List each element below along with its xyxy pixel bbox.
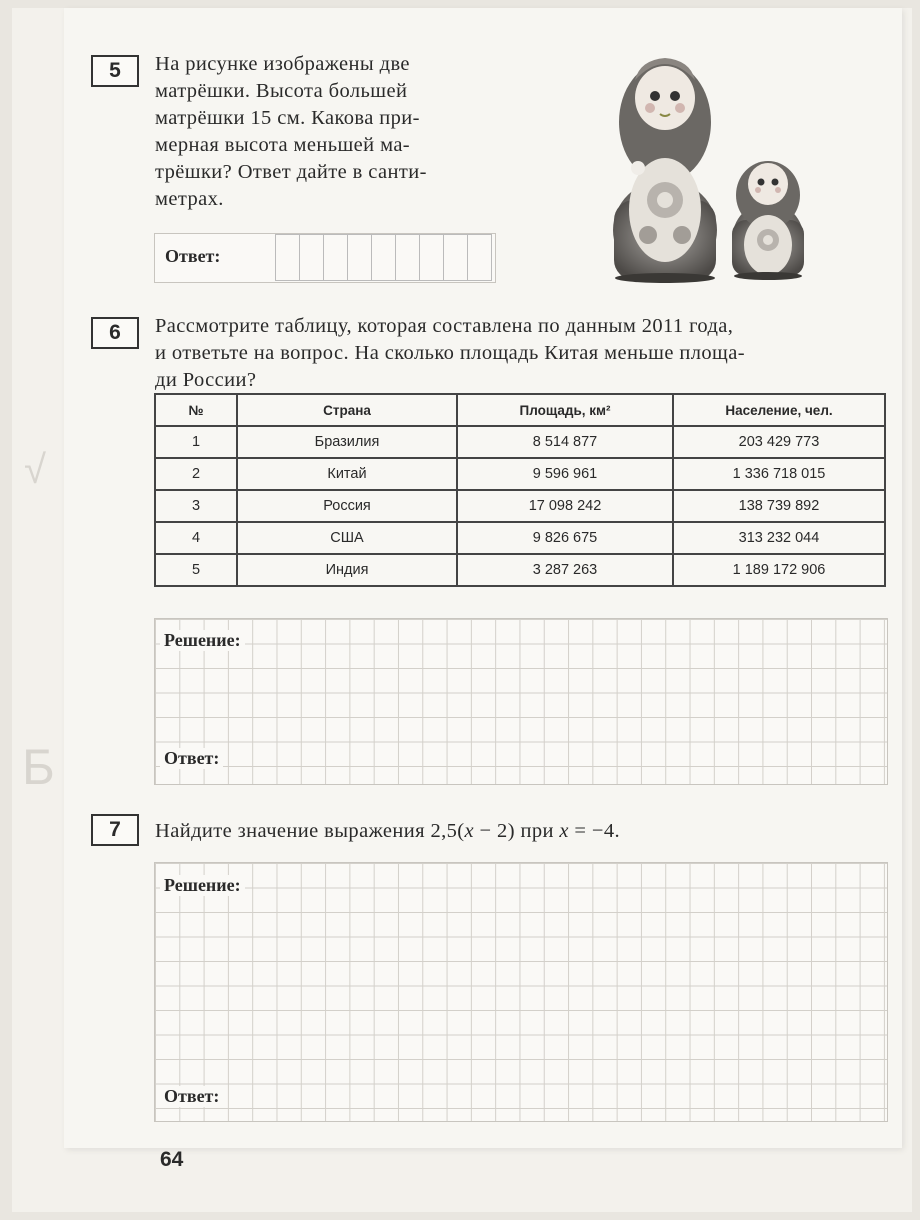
cell-country: Бразилия [237, 426, 457, 458]
cell-area: 3 287 263 [457, 554, 673, 586]
task-5-answer-area [154, 233, 496, 283]
cell-number: 3 [155, 490, 237, 522]
task-7-variable: x [464, 820, 475, 842]
task-5-line: метрах. [155, 188, 224, 210]
table-header-row [155, 394, 885, 426]
task-7-text-mid: − 2) при [474, 820, 560, 842]
task-7-text-prefix: Найдите значение выражения 2,5( [155, 820, 465, 842]
small-matryoshka [732, 161, 804, 280]
cell-area: 9 596 961 [457, 458, 673, 490]
task-5-line: матрёшки. Высота большей [155, 80, 408, 102]
col-header-country: Страна [237, 394, 457, 426]
cell-area: 17 098 242 [457, 490, 673, 522]
task-7-variable: x [559, 820, 569, 842]
cell-number: 4 [155, 522, 237, 554]
task-5-line: мерная высота меньшей ма- [155, 134, 411, 156]
table-row [155, 522, 885, 554]
task-7-answer-label: Ответ: [160, 1086, 223, 1107]
cell-number: 5 [155, 554, 237, 586]
cell-area: 8 514 877 [457, 426, 673, 458]
task-5-line: трёшки? Ответ дайте в санти- [155, 161, 427, 183]
cell-country: Индия [237, 554, 457, 586]
cell-number: 1 [155, 426, 237, 458]
cell-country: Россия [237, 490, 457, 522]
task-5-answer-label: Ответ: [161, 246, 224, 267]
col-header-number: № [155, 394, 237, 426]
task-6-solution-grid[interactable] [154, 618, 888, 785]
matryoshka-dolls-image [600, 50, 830, 285]
task-5-answer-cells[interactable] [275, 234, 492, 281]
task-6-solution-label: Решение: [160, 630, 245, 651]
col-header-area: Площадь, км² [457, 394, 673, 426]
cell-population: 313 232 044 [673, 522, 885, 554]
table-row [155, 490, 885, 522]
task-7-question [155, 818, 890, 845]
task-7-solution-grid[interactable] [154, 862, 888, 1122]
task-5-number: 5 [91, 55, 139, 87]
table-row [155, 426, 885, 458]
task-6-line: Рассмотрите таблицу, которая составлена по данным 2011 года, [155, 315, 734, 337]
table-row [155, 554, 885, 586]
task-6-number: 6 [91, 317, 139, 349]
col-header-population: Население, чел. [673, 394, 885, 426]
page-number: 64 [160, 1148, 184, 1171]
cell-country: США [237, 522, 457, 554]
cell-population: 203 429 773 [673, 426, 885, 458]
cell-population: 1 189 172 906 [673, 554, 885, 586]
task-7-solution-label: Решение: [160, 875, 245, 896]
task-7-number: 7 [91, 814, 139, 846]
task-6-question [155, 313, 890, 394]
task-5-line: матрёшки 15 см. Какова при- [155, 107, 420, 129]
watermark-decoration: √ [24, 448, 46, 492]
cell-population: 138 739 892 [673, 490, 885, 522]
task-5-line: На рисунке изображены две [155, 53, 410, 75]
table-row [155, 458, 885, 490]
cell-area: 9 826 675 [457, 522, 673, 554]
watermark-decoration: Б [22, 739, 55, 795]
task-6-answer-label: Ответ: [160, 748, 223, 769]
cell-population: 1 336 718 015 [673, 458, 885, 490]
large-matryoshka [613, 58, 717, 283]
task-6-line: и ответьте на вопрос. На сколько площадь Китая меньше площа- [155, 342, 745, 364]
cell-number: 2 [155, 458, 237, 490]
cell-country: Китай [237, 458, 457, 490]
task-7-text-suffix: = −4. [568, 820, 621, 842]
task-5-question [155, 51, 493, 213]
country-data-table [154, 393, 886, 587]
task-6-line: ди России? [155, 369, 257, 391]
